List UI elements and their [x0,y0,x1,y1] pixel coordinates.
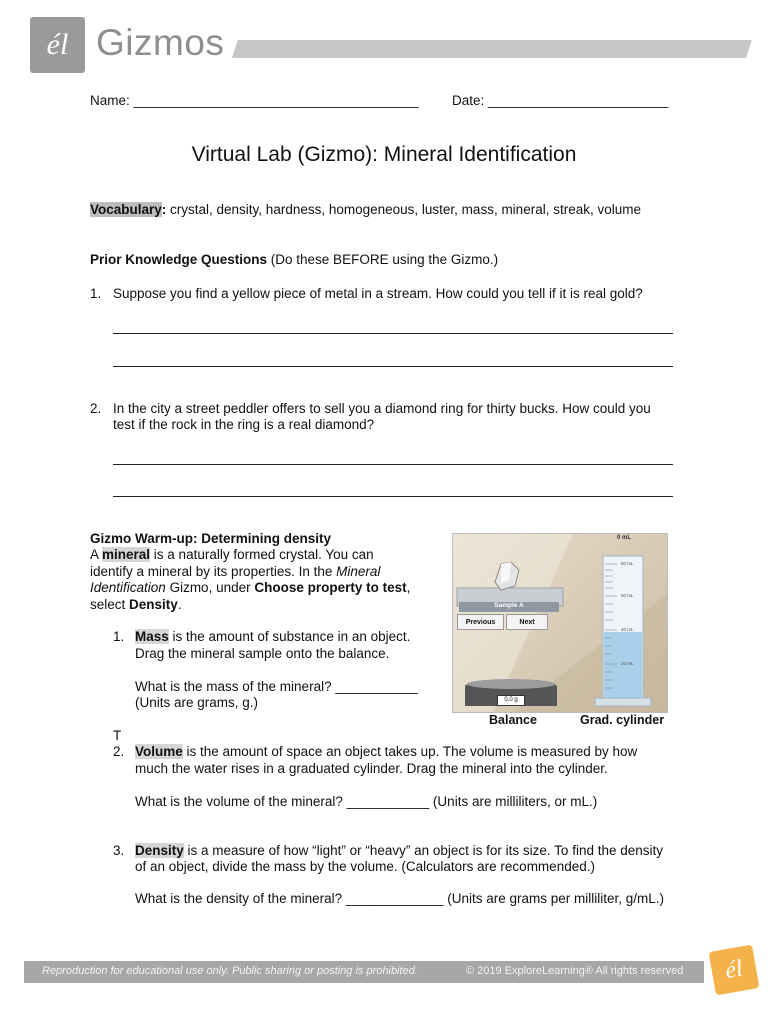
footer-logo-glyph: él [723,955,745,984]
warmup-text: is the amount of substance in an object. [168,629,411,644]
warmup-q1-line1 [135,628,410,645]
menu-name: Choose property to test [254,580,407,595]
cylinder-tick-label: 40 mL [621,627,634,632]
warmup-text: identify a mineral by its properties. In the [90,564,337,579]
warmup-heading: Gizmo Warm-up: Determining density [90,531,332,546]
warmup-line2 [90,563,380,580]
balance-readout: 0.0 g [497,695,525,706]
prior-q2-number: 2. [90,401,102,416]
warmup-text: . [177,597,182,612]
warmup-line1 [90,546,374,563]
cylinder-tick-label: 80 mL [621,561,634,566]
warmup-text: is a measure of how “light” or “heavy” an object is for its size. To find the density [183,843,663,858]
next-button[interactable]: Next [506,614,548,630]
option-density: Density [129,597,178,612]
warmup-text: is the amount of space an object takes up. The volume is measured by how [182,744,638,759]
gizmo-name: Identification [90,580,166,595]
vocabulary-label: Vocabulary [90,202,162,217]
warmup-line4 [90,596,182,613]
answer-line [113,333,673,334]
page-title: Virtual Lab (Gizmo): Mineral Identification [191,143,577,166]
gizmo-screenshot [452,533,668,713]
term-volume: Volume [135,744,183,759]
term-density: Density [135,843,184,858]
prior-q1-number: 1. [90,286,102,301]
warmup-q2-line2: much the water rises in a graduated cylinder. Drag the mineral into the cylinder. [135,761,608,776]
warmup-q2-line1 [135,743,637,760]
term-mineral: mineral [102,547,151,562]
gizmo-name: Mineral [336,564,381,579]
warmup-text: , [406,580,411,595]
prior-knowledge-heading [90,251,498,268]
prior-q2-line2: test if the rock in the ring is a real diamond? [113,417,375,432]
warmup-q3-line1 [135,842,663,859]
warmup-q1-number: 1. [113,629,125,644]
answer-line [113,366,673,367]
cylinder-tick-label: 20 mL [621,661,634,666]
warmup-q3-line2: of an object, divide the mass by the volume. (Calculators are recommended.) [135,859,595,874]
logo-glyph: él [46,28,69,61]
caption-cylinder: Grad. cylinder [580,713,665,727]
warmup-q2-question: What is the volume of the mineral? ___________ (Units are milliliters, or mL.) [135,794,598,809]
warmup-q3-question: What is the density of the mineral? _____________ (Units are grams per milliliter, g/mL.) [135,891,665,906]
warmup-text: A [90,547,103,562]
vocabulary-colon: : [161,202,167,217]
header-bar [232,40,752,58]
footer-disclaimer: Reproduction for educational use only. Public sharing or posting is prohibited. [42,965,418,977]
cylinder-top-label: 0 mL [617,535,632,541]
answer-line [113,496,673,497]
warmup-q2-number: 2. [113,744,125,759]
answer-line [113,464,673,465]
date-field: Date: ________________________ [452,93,669,108]
footer-copyright: © 2019 ExploreLearning® All rights reserved [466,965,684,977]
prior-heading: Prior Knowledge Questions [90,252,268,267]
warmup-q1-question: What is the mass of the mineral? ___________ [135,679,418,694]
previous-button[interactable]: Previous [457,614,504,630]
name-field: Name: ______________________________________ [90,93,419,108]
footer-logo [709,945,760,996]
warmup-text: Gizmo, under [165,580,255,595]
prior-q2-line1: In the city a street peddler offers to sell you a diamond ring for thirty bucks. How could you [113,401,651,416]
warmup-q1-units: (Units are grams, g.) [135,695,259,710]
warmup-line3 [90,579,410,596]
prior-note: (Do these BEFORE using the Gizmo.) [267,252,499,267]
warmup-q3-number: 3. [113,843,125,858]
brand-name: Gizmos [96,22,225,63]
cylinder-tick-label: 60 mL [621,593,634,598]
vocabulary [90,201,641,218]
warmup-q1-line2: Drag the mineral sample onto the balance. [135,646,390,661]
warmup-text: select [90,597,130,612]
vocabulary-terms: crystal, density, hardness, homogeneous, luster, mass, mineral, streak, volume [166,202,641,217]
warmup-text: is a naturally formed crystal. You can [150,547,374,562]
caption-balance: Balance [489,713,537,727]
stray-character: T [113,728,122,743]
explorelearning-logo [30,17,85,73]
sample-label: Sample A [494,602,524,609]
term-mass: Mass [135,629,169,644]
prior-q1-text: Suppose you find a yellow piece of metal in a stream. How could you tell if it is real gold? [113,286,643,301]
